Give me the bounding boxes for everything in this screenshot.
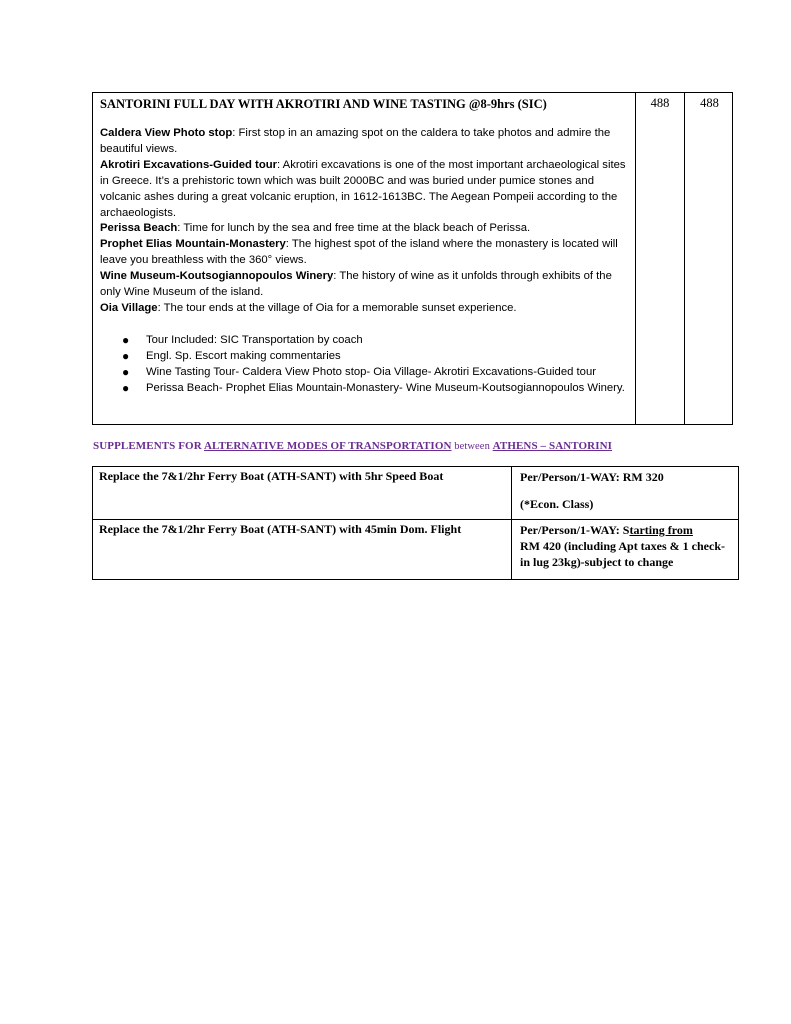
list-item	[100, 332, 629, 348]
tour-title: SANTORINI FULL DAY WITH AKROTIRI AND WINE TASTING @8-9hrs (SIC)	[100, 97, 547, 111]
stop-text: : The history of wine as it unfolds through exhibits of the only Wine Museum of the island.	[100, 270, 612, 299]
price-rest: RM 420 (including Apt taxes & 1 check-in lug 23kg)-subject to change	[520, 539, 725, 569]
tour-description-cell	[93, 93, 636, 424]
stop-name: Akrotiri Excavations-Guided tour	[100, 158, 278, 171]
itinerary-stop	[100, 237, 629, 269]
heading-mid: between	[451, 441, 493, 452]
stop-text: : The highest spot of the island where the monastery is located will leave you breathless with the 360° views.	[100, 238, 618, 267]
price-cell-1	[636, 93, 685, 424]
inclusions-list	[100, 332, 629, 396]
stop-text: : Time for lunch by the sea and free time at the black beach of Perissa.	[177, 222, 531, 235]
table-row	[93, 467, 738, 520]
inclusion-text: Perissa Beach- Prophet Elias Mountain-Monastery- Wine Museum-Koutsogiannopoulos Winery.	[146, 381, 625, 394]
option-cell: Replace the 7&1/2hr Ferry Boat (ATH-SANT) with 45min Dom. Flight	[93, 520, 512, 579]
price-value: 488	[700, 96, 719, 110]
itinerary-stop	[100, 301, 629, 317]
stop-name: Prophet Elias Mountain-Monastery	[100, 238, 286, 251]
inclusion-text: Engl. Sp. Escort making commentaries	[146, 349, 341, 362]
itinerary-stop	[100, 269, 629, 301]
stop-name: Wine Museum-Koutsogiannopoulos Winery	[100, 270, 334, 283]
option-price-cell	[512, 520, 738, 579]
bullet-icon: ●	[122, 364, 130, 379]
stop-name: Perissa Beach	[100, 222, 178, 235]
price-value: 488	[650, 96, 670, 110]
bullet-icon: ●	[122, 380, 130, 395]
supplements-table	[92, 466, 739, 580]
option-cell: Replace the 7&1/2hr Ferry Boat (ATH-SANT) with 5hr Speed Boat	[93, 467, 512, 519]
heading-underlined: ALTERNATIVE MODES OF TRANSPORTATION	[204, 440, 452, 452]
price-prefix: Per/Person/1-WAY: S	[520, 523, 630, 537]
bullet-icon: ●	[122, 348, 130, 363]
price-cell-2	[685, 93, 734, 424]
option-price-cell	[512, 467, 738, 519]
tour-table	[92, 92, 733, 425]
supplements-heading	[93, 440, 612, 452]
stop-text: : Akrotiri excavations is one of the most important archaeological sites in Greece. It’s a prehistoric town which was built 2000BC and was buried under pumice stones and volcanic ashes during a great volcanic eruption, in 1612-1613BC. The Aegean Pompeii according to the archaeologists.	[100, 158, 626, 219]
list-item	[100, 348, 629, 364]
tour-itinerary	[100, 126, 629, 317]
bullet-icon: ●	[122, 332, 130, 347]
inclusion-text: Tour Included: SIC Transportation by coach	[146, 333, 363, 346]
stop-text: : First stop in an amazing spot on the caldera to take photos and admire the beautiful views.	[100, 127, 611, 155]
list-item	[100, 364, 629, 380]
table-row	[93, 520, 738, 579]
heading-end: ATHENS – SANTORINI	[492, 440, 613, 452]
option-price: Per/Person/1-WAY: RM 320	[520, 470, 664, 484]
itinerary-stop	[100, 126, 629, 158]
itinerary-stop	[100, 221, 629, 237]
option-note: (*Econ. Class)	[520, 497, 594, 511]
stop-name: Oia Village	[100, 301, 158, 314]
heading-prefix: SUPPLEMENTS FOR	[93, 440, 205, 452]
option-price	[520, 522, 730, 570]
itinerary-stop	[100, 158, 629, 222]
stop-text: : The tour ends at the village of Oia for a memorable sunset experience.	[157, 301, 517, 314]
list-item	[100, 380, 629, 396]
stop-name: Caldera View Photo stop	[100, 127, 233, 139]
price-underlined: tarting from	[629, 523, 693, 537]
inclusion-text: Wine Tasting Tour- Caldera View Photo stop- Oia Village- Akrotiri Excavations-Guided tour	[146, 365, 597, 378]
